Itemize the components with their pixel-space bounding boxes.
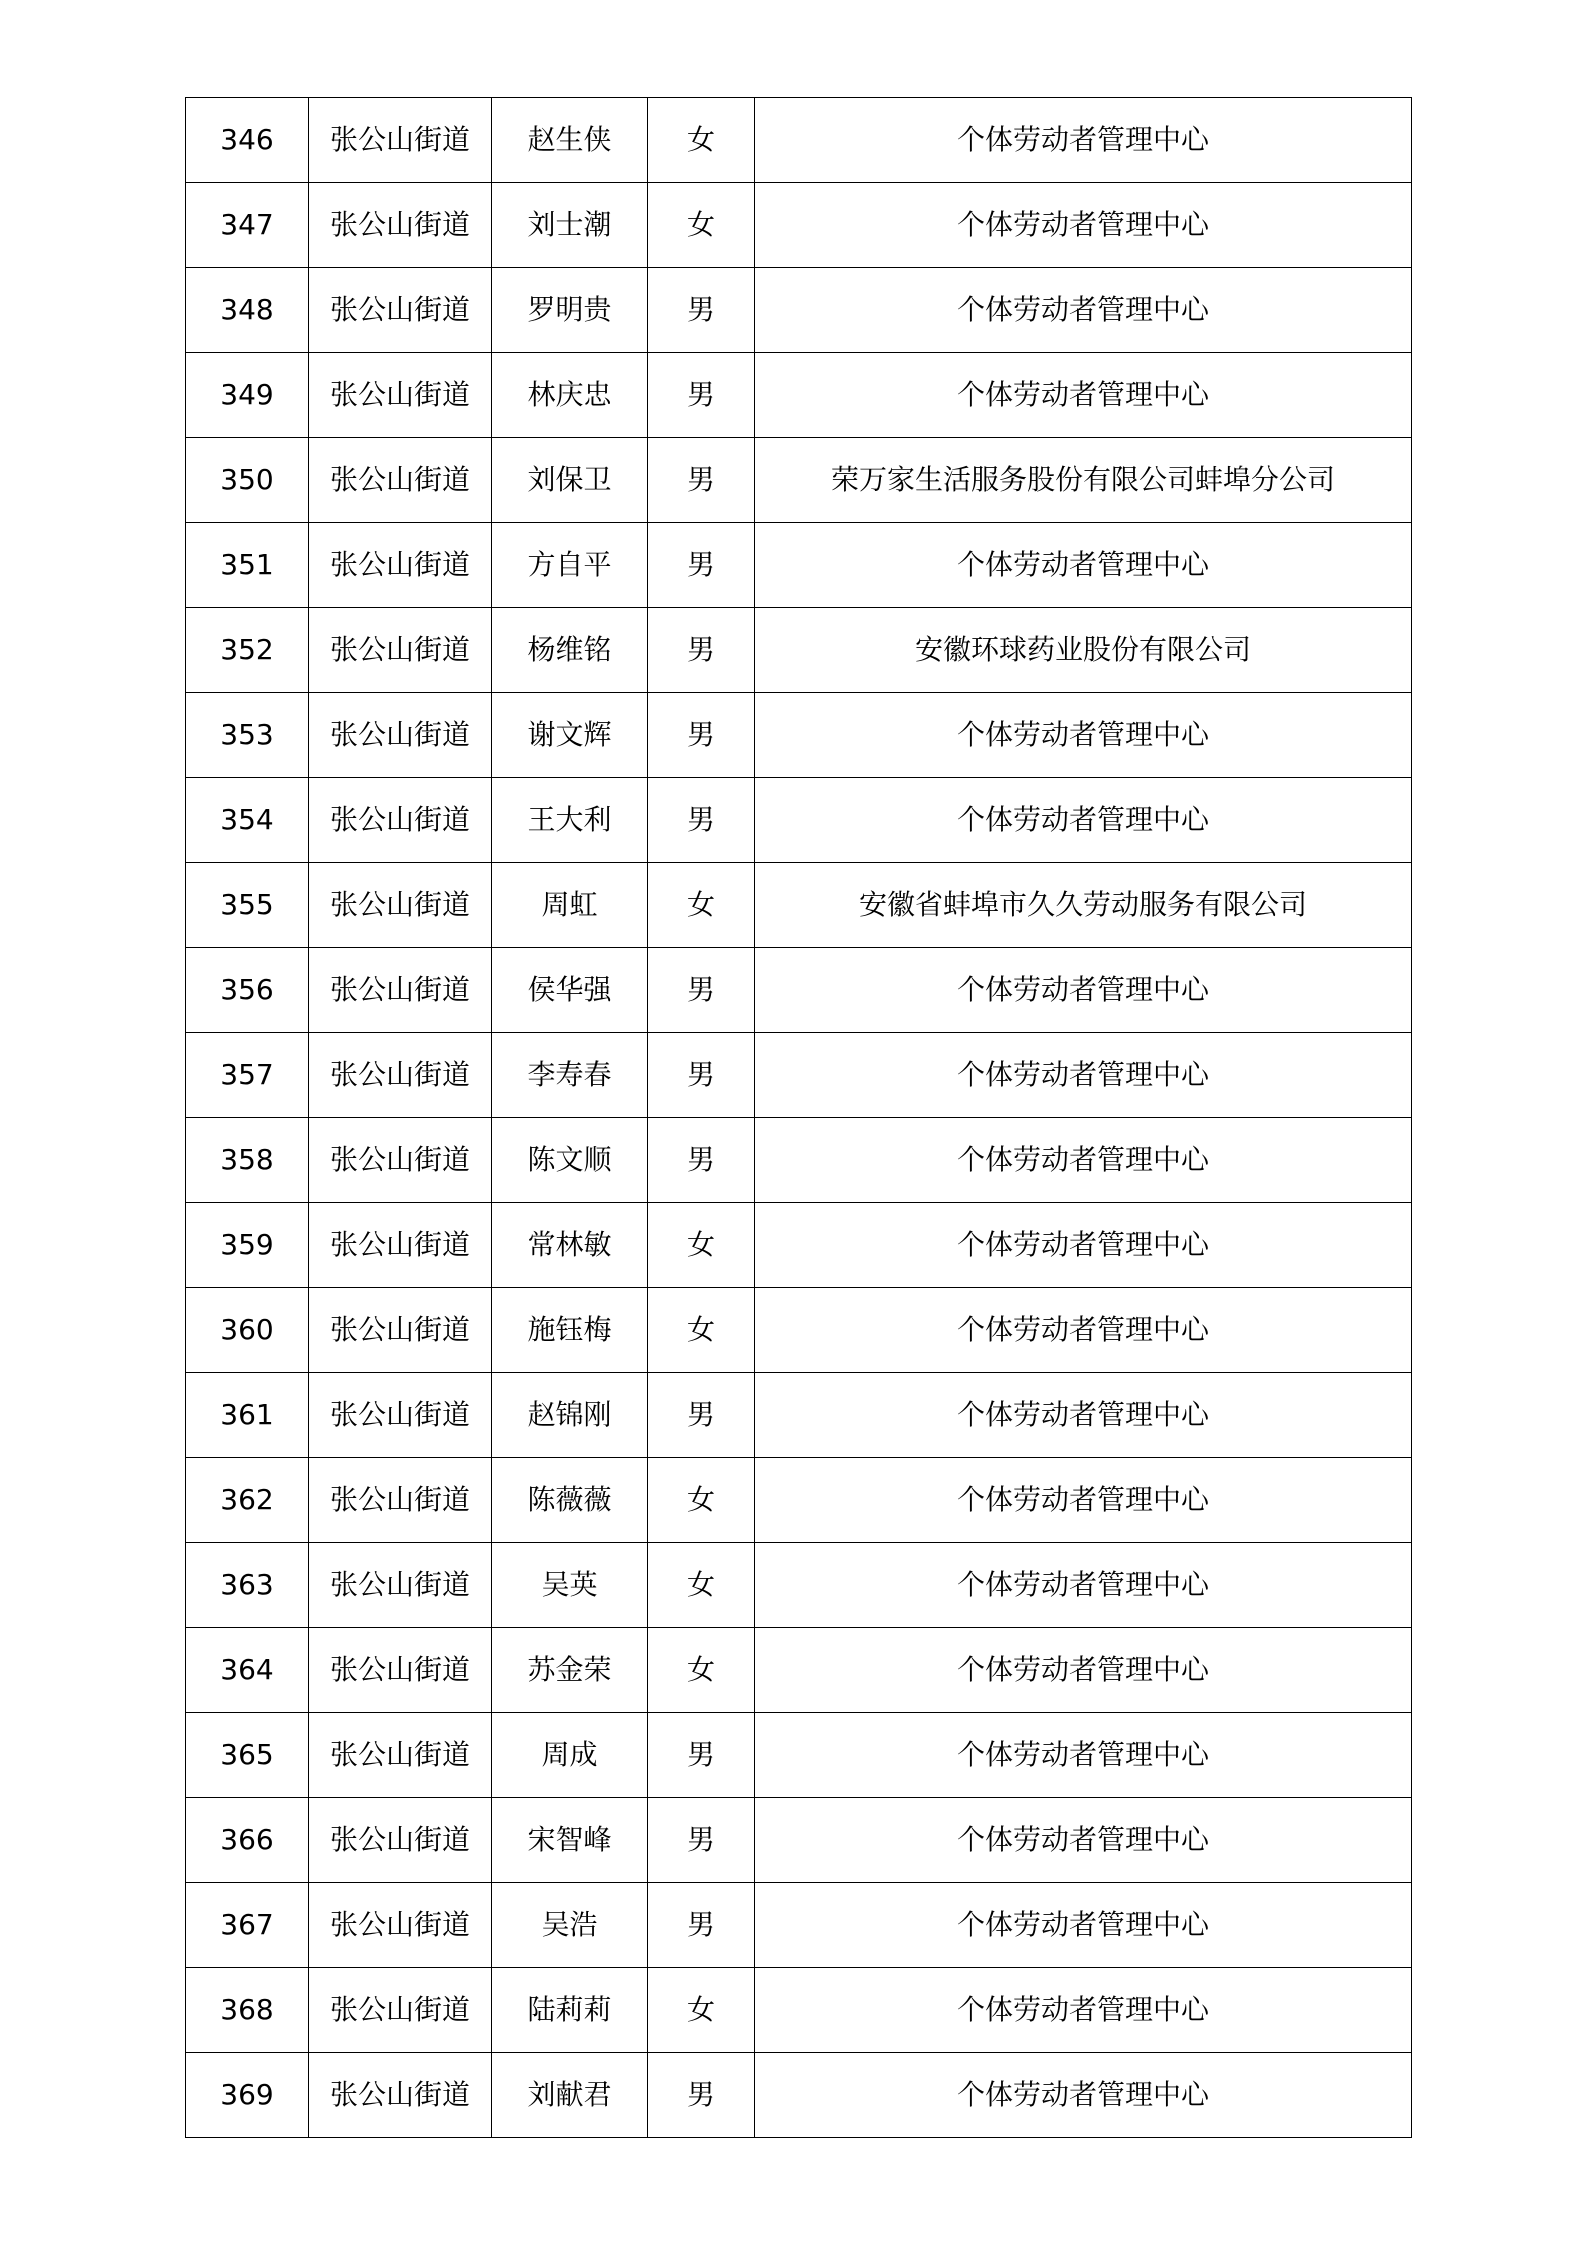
street-cell: 张公山街道 <box>309 948 492 1033</box>
name-cell: 林庆忠 <box>492 353 648 438</box>
row-number-cell: 354 <box>186 778 309 863</box>
employer-cell: 个体劳动者管理中心 <box>755 353 1412 438</box>
table-row <box>186 523 1412 608</box>
name-cell: 吴浩 <box>492 1883 648 1968</box>
row-number-cell: 364 <box>186 1628 309 1713</box>
street-cell: 张公山街道 <box>309 183 492 268</box>
gender-cell: 女 <box>648 183 755 268</box>
gender-cell: 男 <box>648 438 755 523</box>
name-cell: 刘献君 <box>492 2053 648 2138</box>
row-number-cell: 353 <box>186 693 309 778</box>
street-cell: 张公山街道 <box>309 438 492 523</box>
employer-cell: 个体劳动者管理中心 <box>755 693 1412 778</box>
table-row <box>186 1373 1412 1458</box>
street-cell: 张公山街道 <box>309 1798 492 1883</box>
name-cell: 谢文辉 <box>492 693 648 778</box>
employer-cell: 个体劳动者管理中心 <box>755 268 1412 353</box>
name-cell: 方自平 <box>492 523 648 608</box>
employer-cell: 个体劳动者管理中心 <box>755 778 1412 863</box>
employer-cell: 个体劳动者管理中心 <box>755 1288 1412 1373</box>
name-cell: 赵生侠 <box>492 98 648 183</box>
street-cell: 张公山街道 <box>309 863 492 948</box>
name-cell: 施钰梅 <box>492 1288 648 1373</box>
employer-cell: 个体劳动者管理中心 <box>755 1033 1412 1118</box>
employer-cell: 个体劳动者管理中心 <box>755 948 1412 1033</box>
table-row <box>186 1713 1412 1798</box>
employer-cell: 个体劳动者管理中心 <box>755 523 1412 608</box>
table-row <box>186 1798 1412 1883</box>
employer-cell: 个体劳动者管理中心 <box>755 1968 1412 2053</box>
row-number-cell: 350 <box>186 438 309 523</box>
name-cell: 苏金荣 <box>492 1628 648 1713</box>
street-cell: 张公山街道 <box>309 1373 492 1458</box>
gender-cell: 男 <box>648 2053 755 2138</box>
row-number-cell: 361 <box>186 1373 309 1458</box>
row-number-cell: 356 <box>186 948 309 1033</box>
table-row <box>186 353 1412 438</box>
table-row <box>186 1033 1412 1118</box>
row-number-cell: 360 <box>186 1288 309 1373</box>
name-cell: 周成 <box>492 1713 648 1798</box>
roster-body <box>186 98 1412 2138</box>
street-cell: 张公山街道 <box>309 2053 492 2138</box>
row-number-cell: 365 <box>186 1713 309 1798</box>
gender-cell: 男 <box>648 693 755 778</box>
employer-cell: 个体劳动者管理中心 <box>755 183 1412 268</box>
gender-cell: 男 <box>648 1883 755 1968</box>
name-cell: 李寿春 <box>492 1033 648 1118</box>
table-row <box>186 98 1412 183</box>
employer-cell: 个体劳动者管理中心 <box>755 1458 1412 1543</box>
gender-cell: 女 <box>648 1458 755 1543</box>
gender-cell: 男 <box>648 1373 755 1458</box>
row-number-cell: 369 <box>186 2053 309 2138</box>
row-number-cell: 368 <box>186 1968 309 2053</box>
name-cell: 宋智峰 <box>492 1798 648 1883</box>
employer-cell: 个体劳动者管理中心 <box>755 1373 1412 1458</box>
employer-cell: 个体劳动者管理中心 <box>755 1543 1412 1628</box>
table-row <box>186 268 1412 353</box>
row-number-cell: 351 <box>186 523 309 608</box>
table-row <box>186 1628 1412 1713</box>
street-cell: 张公山街道 <box>309 1118 492 1203</box>
name-cell: 常林敏 <box>492 1203 648 1288</box>
gender-cell: 女 <box>648 1203 755 1288</box>
table-row <box>186 948 1412 1033</box>
street-cell: 张公山街道 <box>309 693 492 778</box>
street-cell: 张公山街道 <box>309 1288 492 1373</box>
name-cell: 刘保卫 <box>492 438 648 523</box>
street-cell: 张公山街道 <box>309 353 492 438</box>
roster-table <box>185 97 1412 2138</box>
row-number-cell: 355 <box>186 863 309 948</box>
name-cell: 陆莉莉 <box>492 1968 648 2053</box>
street-cell: 张公山街道 <box>309 1458 492 1543</box>
table-row <box>186 2053 1412 2138</box>
gender-cell: 男 <box>648 1118 755 1203</box>
gender-cell: 男 <box>648 948 755 1033</box>
gender-cell: 女 <box>648 863 755 948</box>
name-cell: 刘士潮 <box>492 183 648 268</box>
employer-cell: 安徽环球药业股份有限公司 <box>755 608 1412 693</box>
employer-cell: 个体劳动者管理中心 <box>755 1118 1412 1203</box>
street-cell: 张公山街道 <box>309 268 492 353</box>
row-number-cell: 346 <box>186 98 309 183</box>
table-row <box>186 183 1412 268</box>
row-number-cell: 347 <box>186 183 309 268</box>
table-row <box>186 1203 1412 1288</box>
street-cell: 张公山街道 <box>309 1543 492 1628</box>
street-cell: 张公山街道 <box>309 608 492 693</box>
table-row <box>186 863 1412 948</box>
gender-cell: 女 <box>648 1288 755 1373</box>
street-cell: 张公山街道 <box>309 778 492 863</box>
table-row <box>186 1543 1412 1628</box>
street-cell: 张公山街道 <box>309 1713 492 1798</box>
gender-cell: 女 <box>648 1628 755 1713</box>
gender-cell: 男 <box>648 1798 755 1883</box>
street-cell: 张公山街道 <box>309 1883 492 1968</box>
row-number-cell: 349 <box>186 353 309 438</box>
employer-cell: 个体劳动者管理中心 <box>755 1798 1412 1883</box>
row-number-cell: 352 <box>186 608 309 693</box>
name-cell: 陈文顺 <box>492 1118 648 1203</box>
row-number-cell: 348 <box>186 268 309 353</box>
table-row <box>186 1118 1412 1203</box>
employer-cell: 个体劳动者管理中心 <box>755 1203 1412 1288</box>
row-number-cell: 367 <box>186 1883 309 1968</box>
gender-cell: 男 <box>648 1713 755 1798</box>
street-cell: 张公山街道 <box>309 1628 492 1713</box>
employer-cell: 个体劳动者管理中心 <box>755 1628 1412 1713</box>
gender-cell: 女 <box>648 1968 755 2053</box>
table-row <box>186 778 1412 863</box>
gender-cell: 男 <box>648 778 755 863</box>
name-cell: 周虹 <box>492 863 648 948</box>
name-cell: 侯华强 <box>492 948 648 1033</box>
employer-cell: 个体劳动者管理中心 <box>755 1713 1412 1798</box>
table-row <box>186 693 1412 778</box>
table-row <box>186 608 1412 693</box>
gender-cell: 男 <box>648 1033 755 1118</box>
name-cell: 吴英 <box>492 1543 648 1628</box>
employer-cell: 个体劳动者管理中心 <box>755 98 1412 183</box>
street-cell: 张公山街道 <box>309 1033 492 1118</box>
table-row <box>186 1288 1412 1373</box>
row-number-cell: 359 <box>186 1203 309 1288</box>
row-number-cell: 363 <box>186 1543 309 1628</box>
gender-cell: 男 <box>648 353 755 438</box>
gender-cell: 女 <box>648 98 755 183</box>
gender-cell: 男 <box>648 608 755 693</box>
street-cell: 张公山街道 <box>309 98 492 183</box>
row-number-cell: 357 <box>186 1033 309 1118</box>
employer-cell: 荣万家生活服务股份有限公司蚌埠分公司 <box>755 438 1412 523</box>
employer-cell: 安徽省蚌埠市久久劳动服务有限公司 <box>755 863 1412 948</box>
employer-cell: 个体劳动者管理中心 <box>755 1883 1412 1968</box>
table-row <box>186 1883 1412 1968</box>
gender-cell: 女 <box>648 1543 755 1628</box>
row-number-cell: 366 <box>186 1798 309 1883</box>
table-row <box>186 1458 1412 1543</box>
gender-cell: 男 <box>648 523 755 608</box>
name-cell: 王大利 <box>492 778 648 863</box>
name-cell: 杨维铭 <box>492 608 648 693</box>
name-cell: 陈薇薇 <box>492 1458 648 1543</box>
name-cell: 赵锦刚 <box>492 1373 648 1458</box>
table-row <box>186 438 1412 523</box>
gender-cell: 男 <box>648 268 755 353</box>
table-row <box>186 1968 1412 2053</box>
employer-cell: 个体劳动者管理中心 <box>755 2053 1412 2138</box>
name-cell: 罗明贵 <box>492 268 648 353</box>
street-cell: 张公山街道 <box>309 1968 492 2053</box>
row-number-cell: 358 <box>186 1118 309 1203</box>
street-cell: 张公山街道 <box>309 1203 492 1288</box>
street-cell: 张公山街道 <box>309 523 492 608</box>
row-number-cell: 362 <box>186 1458 309 1543</box>
